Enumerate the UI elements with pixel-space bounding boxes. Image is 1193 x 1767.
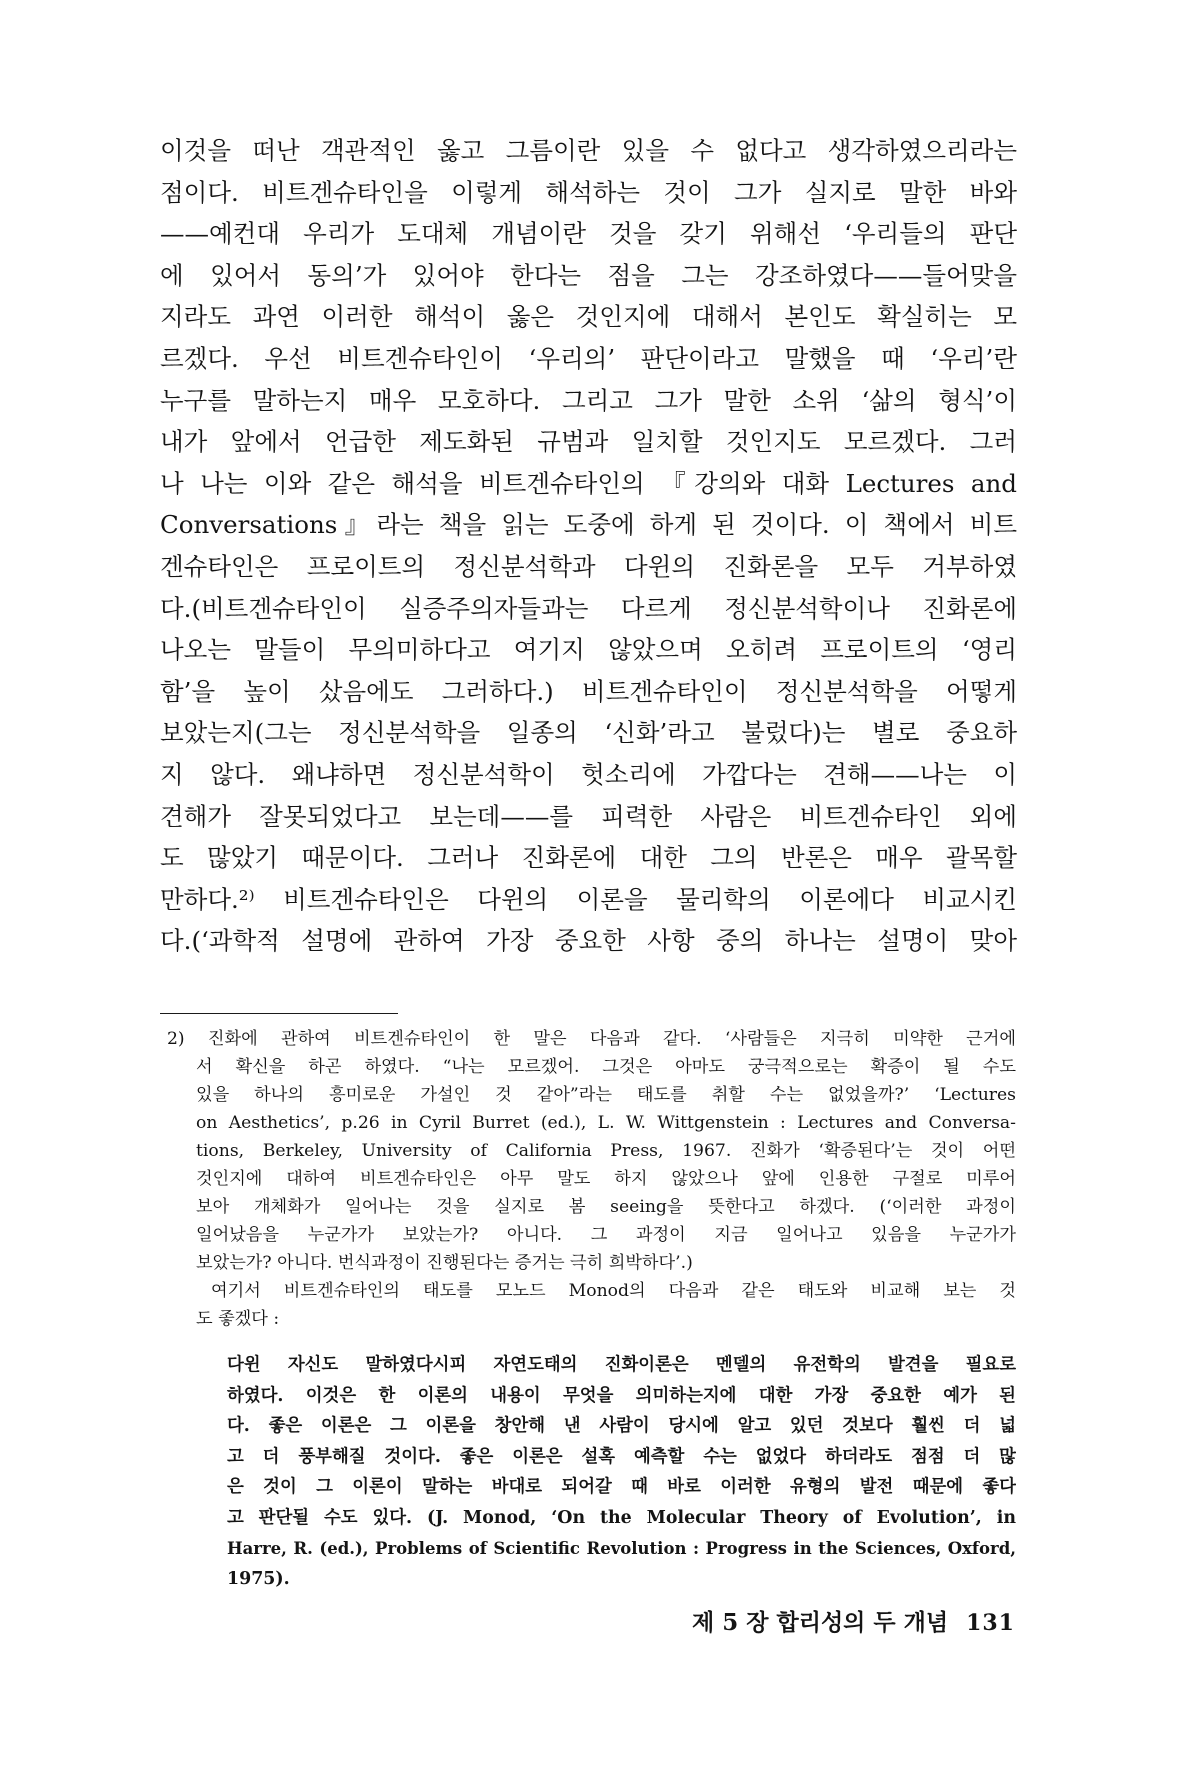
body-line: 도 많았기 때문이다. 그러나 진화론에 대한 그의 반론은 매우 괄목할 bbox=[160, 843, 1017, 873]
quote-line: 고 판단될 수도 있다. (J. Monod, ‘On the Molecular Theory of Evolution’, in bbox=[227, 1507, 1016, 1528]
block-quote bbox=[227, 1350, 1016, 1595]
body-line: 나 나는 이와 같은 해석을 비트겐슈타인의 『강의와 대화 Lectures and bbox=[160, 468, 1017, 498]
footnote-line: 2) 진화에 관하여 비트겐슈타인이 한 말은 다음과 같다. ‘사람들은 지극히 미약한 근거에 bbox=[167, 1029, 1016, 1049]
body-line: 보았는지(그는 정신분석학을 일종의 ‘신화’라고 불렀다)는 별로 중요하 bbox=[160, 718, 1017, 748]
footnote-rule bbox=[160, 1013, 398, 1014]
body-line: 누구를 말하는지 매우 모호하다. 그리고 그가 말한 소위 ‘삶의 형식’이 bbox=[160, 385, 1017, 415]
footnote-line: tions, Berkeley, University of California Press, 1967. 진화가 ‘확증된다’는 것이 어떤 bbox=[196, 1141, 1016, 1161]
footnote-line: on Aesthetics’, p.26 in Cyril Burret (ed.), L. W. Wittgenstein : Lectures and Conversa- bbox=[196, 1113, 1016, 1133]
body-line: 만하다.²⁾ 비트겐슈타인은 다윈의 이론을 물리학의 이론에다 비교시킨 bbox=[160, 884, 1017, 914]
body-line: 함’을 높이 샀음에도 그러하다.) 비트겐슈타인이 정신분석학을 어떻게 bbox=[160, 676, 1017, 706]
body-line: 지 않다. 왜냐하면 정신분석학이 헛소리에 가깝다는 견해——나는 이 bbox=[160, 759, 1017, 789]
quote-line: 고 더 풍부해질 것이다. 좋은 이론은 설혹 예측할 수는 없었다 하더라도 점점 더 많 bbox=[227, 1446, 1016, 1467]
footnote-line: 보아 개체화가 일어나는 것을 실지로 봄 seeing을 뜻한다고 하겠다. (‘이러한 과정이 bbox=[196, 1197, 1016, 1217]
body-line: 이것을 떠난 객관적인 옳고 그름이란 있을 수 없다고 생각하였으리라는 bbox=[160, 136, 1017, 165]
footnote-line: 여기서 비트겐슈타인의 태도를 모노드 Monod의 다음과 같은 태도와 비교해 보는 것 bbox=[211, 1281, 1016, 1301]
footnote-line: 보았는가? 아니다. 번식과정이 진행된다는 증거는 극히 희박하다’.) bbox=[196, 1253, 693, 1273]
quote-line: 다. 좋은 이론은 그 이론을 창안해 낸 사람이 당시에 알고 있던 것보다 훨씬 더 넓 bbox=[227, 1416, 1016, 1437]
chapter-title: 제 5 장 합리성의 두 개념 bbox=[692, 1609, 949, 1636]
body-line: ——예컨대 우리가 도대체 개념이란 것을 갖기 위해선 ‘우리들의 판단 bbox=[160, 219, 1017, 249]
body-line: 내가 앞에서 언급한 제도화된 규범과 일치할 것인지도 모르겠다. 그러 bbox=[160, 427, 1017, 457]
quote-line: 하였다. 이것은 한 이론의 내용이 무엇을 의미하는지에 대한 가장 중요한 예가 된 bbox=[227, 1385, 1016, 1406]
body-line: 다.(비트겐슈타인이 실증주의자들과는 다르게 정신분석학이나 진화론에 bbox=[160, 593, 1017, 623]
body-line: Conversations』라는 책을 읽는 도중에 하게 된 것이다. 이 책에서 비트 bbox=[160, 510, 1017, 540]
body-line: 겐슈타인은 프로이트의 정신분석학과 다윈의 진화론을 모두 거부하였 bbox=[160, 551, 1017, 581]
body-line: 에 있어서 동의’가 있어야 한다는 점을 그는 강조하였다——들어맞을 bbox=[160, 260, 1017, 290]
page-number: 131 bbox=[966, 1610, 1015, 1636]
body-line: 점이다. 비트겐슈타인을 이렇게 해석하는 것이 그가 실지로 말한 바와 bbox=[160, 177, 1017, 207]
body-line: 르겠다. 우선 비트겐슈타인이 ‘우리의’ 판단이라고 말했을 때 ‘우리’란 bbox=[160, 343, 1017, 373]
body-line: 다.(‘과학적 설명에 관하여 가장 중요한 사항 중의 하나는 설명이 맞아 bbox=[160, 926, 1017, 956]
quote-line: 은 것이 그 이론이 말하는 바대로 되어갈 때 바로 이러한 유형의 발전 때문에 좋다 bbox=[227, 1477, 1016, 1498]
quote-line: 1975). bbox=[227, 1569, 290, 1590]
footnote-line: 일어났음을 누군가가 보았는가? 아니다. 그 과정이 지금 일어나고 있음을 누군가가 bbox=[196, 1225, 1016, 1245]
running-footer bbox=[692, 1604, 1015, 1637]
body-text bbox=[160, 130, 1017, 962]
quote-line: 다윈 자신도 말하였다시피 자연도태의 진화이론은 멘델의 유전학의 발견을 필요로 bbox=[227, 1355, 1016, 1375]
footnote bbox=[167, 1025, 1016, 1333]
body-line: 견해가 잘못되었다고 보는데——를 피력한 사람은 비트겐슈타인 외에 bbox=[160, 801, 1017, 831]
footnote-line: 것인지에 대하여 비트겐슈타인은 아무 말도 하지 않았으나 앞에 인용한 구절로 미루어 bbox=[196, 1169, 1016, 1189]
quote-line: Harre, R. (ed.), Problems of Scientific Revolution : Progress in the Sciences, Oxford, bbox=[227, 1538, 1016, 1558]
footnote-line: 서 확신을 하곤 하였다. “나는 모르겠어. 그것은 아마도 궁극적으로는 확증이 될 수도 bbox=[196, 1057, 1016, 1077]
body-line: 나오는 말들이 무의미하다고 여기지 않았으며 오히려 프로이트의 ‘영리 bbox=[160, 635, 1017, 665]
body-line: 지라도 과연 이러한 해석이 옳은 것인지에 대해서 본인도 확실히는 모 bbox=[160, 302, 1017, 332]
footnote-line: 도 좋겠다 : bbox=[196, 1309, 280, 1329]
footnote-line: 있을 하나의 흥미로운 가설인 것 같아”라는 태도를 취할 수는 없었을까?’ ‘Lectures bbox=[196, 1085, 1016, 1105]
